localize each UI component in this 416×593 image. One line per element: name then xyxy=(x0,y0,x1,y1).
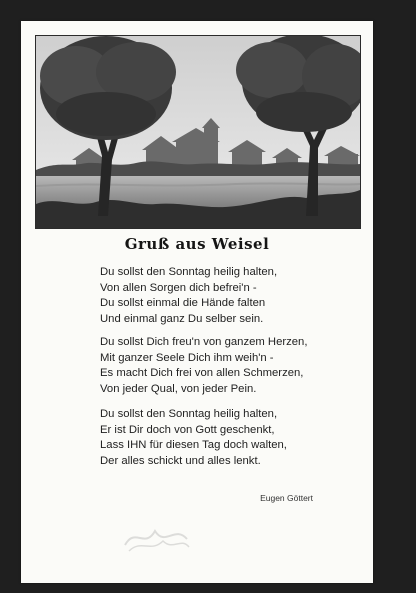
poem-line: Du sollst den Sonntag heilig halten, xyxy=(100,408,278,420)
postcard-title: Gruß aus Weisel xyxy=(124,235,270,253)
poem-line: Du sollst einmal die Hände falten xyxy=(100,297,266,309)
poem-line: Du sollst den Sonntag heilig halten, xyxy=(100,266,278,278)
stanza-1 xyxy=(100,265,360,327)
poem-line: Du sollst Dich freu'n von ganzem Herzen, xyxy=(100,336,308,348)
poem-line: Von jeder Qual, von jeder Pein. xyxy=(100,382,257,395)
faint-postmark xyxy=(121,517,191,555)
stanza-3 xyxy=(100,407,360,469)
poem-line: Mit ganzer Seele Dich ihm weih'n - xyxy=(100,351,274,364)
author-signature: Eugen Göttert xyxy=(260,493,313,503)
postcard xyxy=(21,21,373,583)
poem-line: Von allen Sorgen dich befrei'n - xyxy=(100,281,257,294)
poem-line: Lass IHN für diesen Tag doch walten, xyxy=(100,439,287,451)
poem-line: Er ist Dir doch von Gott geschenkt, xyxy=(100,423,275,436)
stanza-2 xyxy=(100,335,360,397)
poem-line: Und einmal ganz Du selber sein. xyxy=(100,312,264,325)
poem-line: Es macht Dich frei von allen Schmerzen, xyxy=(100,367,304,379)
village-photo xyxy=(35,35,361,229)
landscape-illustration xyxy=(36,36,360,228)
poem-line: Der alles schickt und alles lenkt. xyxy=(100,454,261,467)
